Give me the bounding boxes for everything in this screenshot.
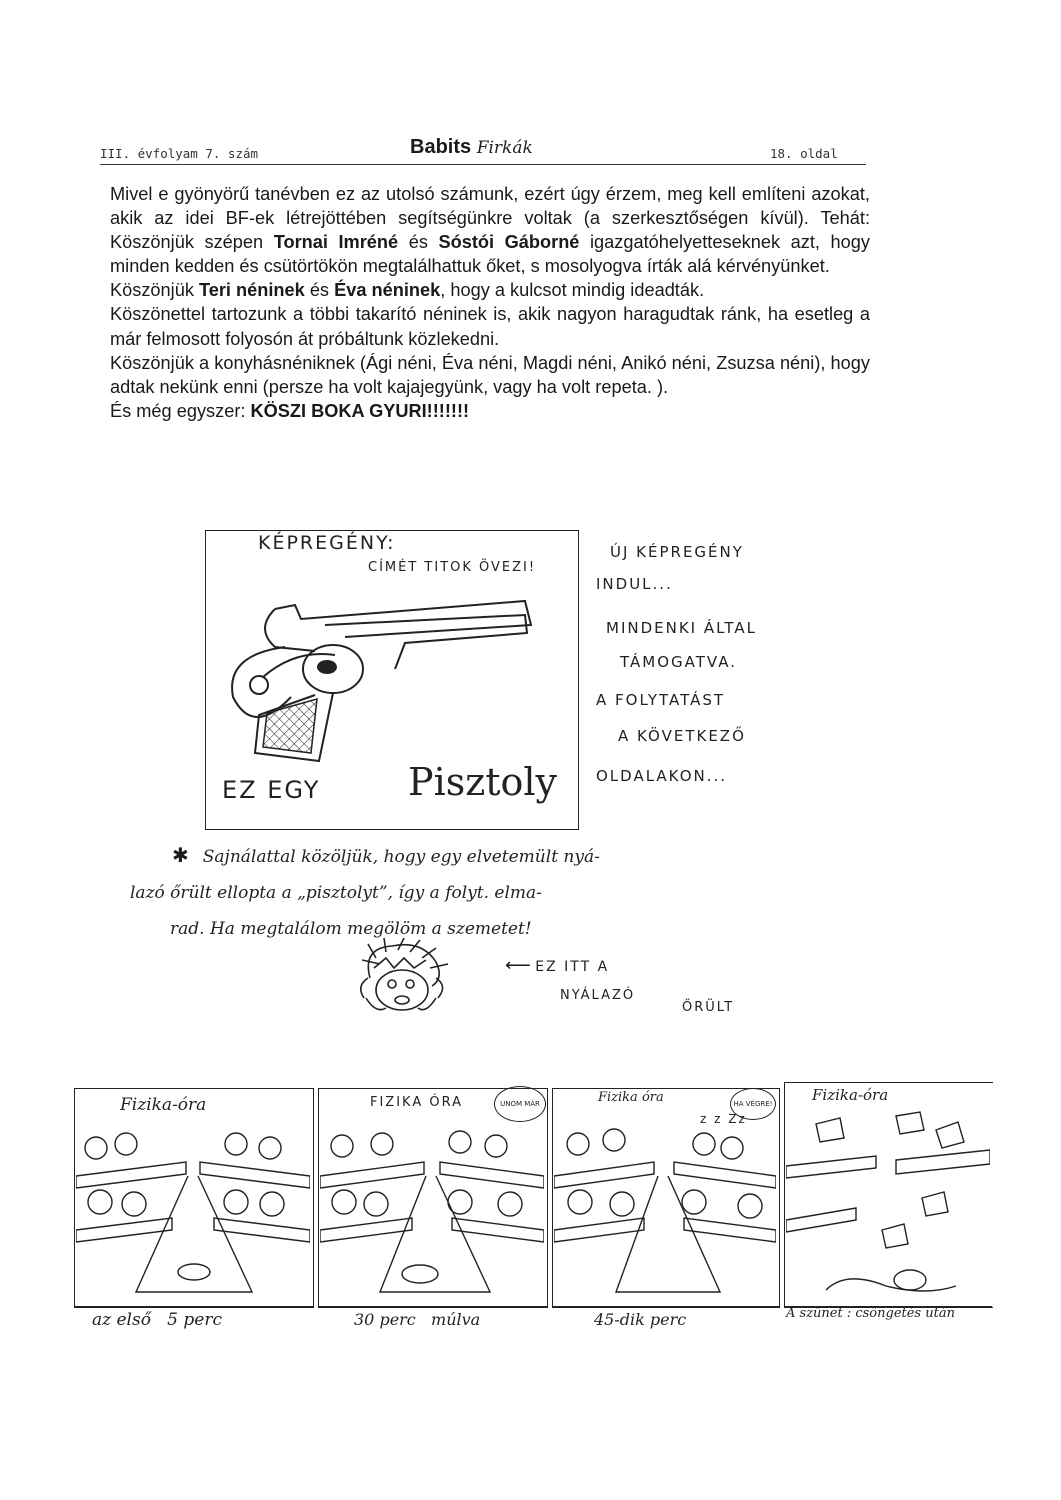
classroom-drawing — [76, 1122, 310, 1304]
chaos-drawing — [786, 1110, 990, 1304]
panel-title: Fizika óra — [598, 1090, 664, 1105]
bubble-text: HA VÉGRE! — [733, 1100, 773, 1108]
classroom-drawing — [320, 1122, 544, 1304]
text-run: Köszönjük — [110, 280, 199, 301]
asterisk-icon: ✱ — [172, 845, 189, 867]
issue-label: III. évfolyam 7. szám — [100, 146, 259, 161]
pistol-drawing — [215, 585, 545, 770]
header-rule — [100, 164, 866, 165]
paragraph-thanks-deputies — [110, 182, 870, 278]
paragraph-thanks-keys — [110, 278, 870, 302]
comic-subtitle: CÍMÉT TITOK ÖVEZI! — [368, 560, 537, 575]
comic-side-text — [596, 530, 757, 798]
magazine-title — [410, 136, 533, 159]
handwritten-note — [130, 838, 830, 947]
pointer-annotation — [505, 955, 609, 976]
pointer-line: NYÁLAZÓ — [560, 988, 636, 1003]
note-text: Sajnálattal közöljük, hogy egy elvetemült nyá- — [202, 847, 600, 867]
bubble-text: UNOM MÁR — [500, 1100, 540, 1108]
speech-bubble — [494, 1086, 546, 1122]
text-run: És még egyszer: — [110, 400, 251, 421]
comic-caption-pisztoly: Pisztoly — [408, 760, 558, 804]
name-sostoi: Sóstói Gáborné — [438, 232, 580, 253]
comic-title: KÉPREGÉNY: — [258, 532, 396, 554]
panel-caption: A szünet : csöngetés után — [786, 1306, 955, 1321]
text-run: és — [398, 232, 439, 253]
panel-caption: 30 perc múlva — [354, 1310, 481, 1329]
panel-title: Fizika-óra — [812, 1086, 889, 1104]
comic-caption-ez-egy: EZ EGY — [222, 776, 321, 804]
name-teri: Teri néninek — [198, 280, 305, 301]
panel-caption: az első 5 perc — [92, 1310, 222, 1330]
text-run: , hogy a kulcsot mindig ideadták. — [440, 280, 705, 301]
paragraph-thanks-kitchen: Köszönjük a konyhásnéniknek (Ági néni, Éva néni, Magdi néni, Anikó néni, Zsuzsa néni), hogy adtak nekünk enni (persze ha volt kajajegyünk, vagy ha volt repeta. ). — [110, 352, 870, 397]
panel-title: Fizika-óra — [120, 1095, 207, 1115]
snore-text: z z Zz — [700, 1112, 747, 1126]
caption-rule — [318, 1306, 548, 1307]
pointer-line: ŐRÜLT — [682, 1000, 735, 1015]
side-line: A KÖVETKEZŐ — [618, 727, 746, 745]
paragraph-closing — [110, 399, 870, 423]
note-line: lazó őrült ellopta a „pisztolyt”, így a folyt. elma- — [130, 883, 542, 903]
article-body — [110, 182, 870, 423]
side-line: INDUL... — [596, 575, 673, 593]
brand-script: Firkák — [476, 138, 533, 158]
side-line: A FOLYTATÁST — [596, 691, 726, 709]
side-line: ÚJ KÉPREGÉNY — [610, 543, 744, 561]
name-eva: Éva néninek — [334, 280, 441, 301]
brand-name: Babits — [410, 136, 472, 158]
name-tornai: Tornai Imréné — [273, 232, 399, 253]
panel-caption: 45-dik perc — [594, 1310, 687, 1329]
text-run: Mivel e gyönyörű tanévben ez az utolsó számunk, ezért úgy érzem, meg kell említeni azokat, akik az idei BF-ek létrejöttében segítségünkre voltak (a szerkesztőségen kívül). Tehát: Köszönjük szépen — [110, 184, 870, 253]
side-line: OLDALAKON... — [596, 767, 728, 785]
classroom-drawing — [554, 1122, 776, 1304]
arrow-left-icon: ⟵ — [505, 955, 531, 975]
paragraph-thanks-cleaners: Köszönettel tartozunk a többi takarító néninek is, akik nagyon haragudtak ránk, ha esetleg a már felmosott folyosón át próbáltunk közlekedni. — [110, 304, 870, 349]
text-run: és — [304, 280, 335, 301]
caption-rule — [552, 1306, 780, 1307]
side-line: MINDENKI ÁLTAL — [606, 619, 758, 637]
caption-rule — [784, 1306, 992, 1307]
frazzled-face-doodle — [352, 938, 452, 1018]
side-line: TÁMOGATVA. — [620, 653, 737, 671]
page-number: 18. oldal — [770, 146, 838, 161]
closing-shout: KÖSZI BOKA GYURI!!!!!!! — [250, 400, 470, 421]
note-line: rad. Ha megtalálom megölöm a szemetet! — [170, 919, 532, 939]
text-run: igazgatóhelyetteseknek azt, hogy minden kedden és csütörtökön megtalálhattuk őket, s mosolyogva írták alá kérvényünket. — [110, 232, 870, 277]
panel-title: FIZIKA ÓRA — [370, 1095, 464, 1110]
caption-rule — [74, 1306, 314, 1307]
pointer-line: EZ ITT A — [535, 959, 610, 975]
note-line — [172, 838, 830, 875]
